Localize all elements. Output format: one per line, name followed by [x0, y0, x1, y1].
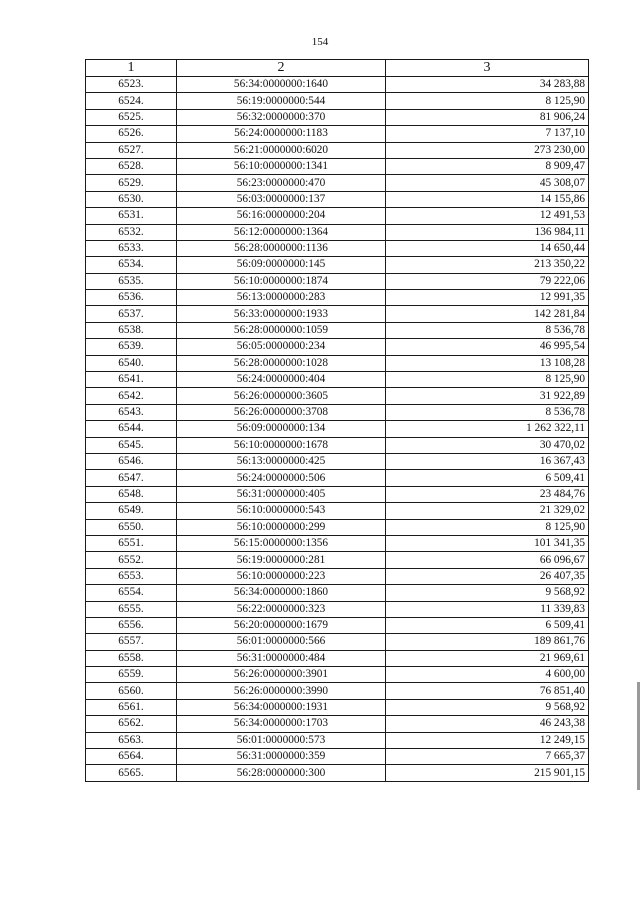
value-cell: 26 407,35 — [386, 568, 589, 584]
cadastral-number-cell: 56:34:0000000:1931 — [177, 699, 386, 715]
value-cell: 101 341,35 — [386, 535, 589, 551]
value-cell: 21 329,02 — [386, 503, 589, 519]
table-row — [86, 290, 589, 306]
row-number-cell: 6538. — [86, 322, 177, 338]
row-number-cell: 6544. — [86, 421, 177, 437]
row-number-cell: 6541. — [86, 372, 177, 388]
cadastral-number-cell: 56:28:0000000:300 — [177, 765, 386, 781]
cadastral-number-cell: 56:13:0000000:425 — [177, 453, 386, 469]
table-row — [86, 306, 589, 322]
table-row — [86, 191, 589, 207]
row-number-cell: 6559. — [86, 667, 177, 683]
table-row — [86, 453, 589, 469]
row-number-cell: 6548. — [86, 486, 177, 502]
table-row — [86, 257, 589, 273]
cadastral-number-cell: 56:24:0000000:404 — [177, 372, 386, 388]
cadastral-number-cell: 56:26:0000000:3605 — [177, 388, 386, 404]
table-header-row — [86, 60, 589, 77]
column-header-3: 3 — [386, 60, 589, 77]
cadastral-number-cell: 56:13:0000000:283 — [177, 290, 386, 306]
row-number-cell: 6536. — [86, 290, 177, 306]
row-number-cell: 6545. — [86, 437, 177, 453]
cadastral-number-cell: 56:24:0000000:506 — [177, 470, 386, 486]
table-row — [86, 388, 589, 404]
value-cell: 8 125,90 — [386, 372, 589, 388]
row-number-cell: 6560. — [86, 683, 177, 699]
table-row — [86, 683, 589, 699]
cadastral-number-cell: 56:34:0000000:1640 — [177, 77, 386, 93]
row-number-cell: 6561. — [86, 699, 177, 715]
value-cell: 136 984,11 — [386, 224, 589, 240]
value-cell: 7 137,10 — [386, 126, 589, 142]
cadastral-number-cell: 56:01:0000000:566 — [177, 634, 386, 650]
cadastral-number-cell: 56:12:0000000:1364 — [177, 224, 386, 240]
cadastral-number-cell: 56:23:0000000:470 — [177, 175, 386, 191]
cadastral-number-cell: 56:20:0000000:1679 — [177, 617, 386, 633]
row-number-cell: 6535. — [86, 273, 177, 289]
table-row — [86, 175, 589, 191]
row-number-cell: 6554. — [86, 585, 177, 601]
table-row — [86, 240, 589, 256]
table-row — [86, 158, 589, 174]
value-cell: 12 991,35 — [386, 290, 589, 306]
table-row — [86, 716, 589, 732]
table-row — [86, 585, 589, 601]
row-number-cell: 6558. — [86, 650, 177, 666]
value-cell: 46 995,54 — [386, 339, 589, 355]
value-cell: 8 536,78 — [386, 322, 589, 338]
cadastral-number-cell: 56:28:0000000:1028 — [177, 355, 386, 371]
value-cell: 12 491,53 — [386, 208, 589, 224]
cadastral-number-cell: 56:10:0000000:1341 — [177, 158, 386, 174]
value-cell: 30 470,02 — [386, 437, 589, 453]
value-cell: 9 568,92 — [386, 699, 589, 715]
value-cell: 8 125,90 — [386, 93, 589, 109]
row-number-cell: 6549. — [86, 503, 177, 519]
cadastral-number-cell: 56:31:0000000:359 — [177, 749, 386, 765]
table-row — [86, 535, 589, 551]
cadastral-number-cell: 56:10:0000000:223 — [177, 568, 386, 584]
value-cell: 81 906,24 — [386, 109, 589, 125]
value-cell: 8 536,78 — [386, 404, 589, 420]
cadastral-number-cell: 56:09:0000000:145 — [177, 257, 386, 273]
table-row — [86, 568, 589, 584]
value-cell: 8 909,47 — [386, 158, 589, 174]
value-cell: 273 230,00 — [386, 142, 589, 158]
cadastral-number-cell: 56:28:0000000:1059 — [177, 322, 386, 338]
value-cell: 6 509,41 — [386, 617, 589, 633]
table-row — [86, 650, 589, 666]
value-cell: 79 222,06 — [386, 273, 589, 289]
table-row — [86, 322, 589, 338]
row-number-cell: 6553. — [86, 568, 177, 584]
table-row — [86, 437, 589, 453]
row-number-cell: 6543. — [86, 404, 177, 420]
table-row — [86, 224, 589, 240]
table-row — [86, 699, 589, 715]
cadastral-number-cell: 56:10:0000000:1678 — [177, 437, 386, 453]
table-row — [86, 77, 589, 93]
row-number-cell: 6527. — [86, 142, 177, 158]
table-row — [86, 503, 589, 519]
value-cell: 23 484,76 — [386, 486, 589, 502]
value-cell: 21 969,61 — [386, 650, 589, 666]
column-header-1: 1 — [86, 60, 177, 77]
column-header-2: 2 — [177, 60, 386, 77]
value-cell: 45 308,07 — [386, 175, 589, 191]
row-number-cell: 6550. — [86, 519, 177, 535]
row-number-cell: 6524. — [86, 93, 177, 109]
cadastral-number-cell: 56:10:0000000:299 — [177, 519, 386, 535]
table-row — [86, 208, 589, 224]
row-number-cell: 6546. — [86, 453, 177, 469]
page-number: 154 — [311, 36, 329, 48]
row-number-cell: 6533. — [86, 240, 177, 256]
table-row — [86, 552, 589, 568]
row-number-cell: 6530. — [86, 191, 177, 207]
row-number-cell: 6562. — [86, 716, 177, 732]
value-cell: 14 155,86 — [386, 191, 589, 207]
row-number-cell: 6525. — [86, 109, 177, 125]
row-number-cell: 6539. — [86, 339, 177, 355]
value-cell: 46 243,38 — [386, 716, 589, 732]
table-row — [86, 617, 589, 633]
cadastral-number-cell: 56:19:0000000:544 — [177, 93, 386, 109]
cadastral-number-cell: 56:33:0000000:1933 — [177, 306, 386, 322]
table-row — [86, 634, 589, 650]
row-number-cell: 6540. — [86, 355, 177, 371]
value-cell: 9 568,92 — [386, 585, 589, 601]
value-cell: 14 650,44 — [386, 240, 589, 256]
row-number-cell: 6534. — [86, 257, 177, 273]
row-number-cell: 6557. — [86, 634, 177, 650]
table-row — [86, 486, 589, 502]
cadastral-number-cell: 56:21:0000000:6020 — [177, 142, 386, 158]
value-cell: 7 665,37 — [386, 749, 589, 765]
table-row — [86, 93, 589, 109]
cadastral-number-cell: 56:03:0000000:137 — [177, 191, 386, 207]
cadastral-number-cell: 56:32:0000000:370 — [177, 109, 386, 125]
cadastral-number-cell: 56:09:0000000:134 — [177, 421, 386, 437]
table-row — [86, 109, 589, 125]
value-cell: 6 509,41 — [386, 470, 589, 486]
table-row — [86, 519, 589, 535]
row-number-cell: 6547. — [86, 470, 177, 486]
table-row — [86, 749, 589, 765]
cadastral-number-cell: 56:05:0000000:234 — [177, 339, 386, 355]
value-cell: 66 096,67 — [386, 552, 589, 568]
cadastral-number-cell: 56:26:0000000:3708 — [177, 404, 386, 420]
cadastral-number-cell: 56:26:0000000:3990 — [177, 683, 386, 699]
row-number-cell: 6528. — [86, 158, 177, 174]
cadastral-number-cell: 56:31:0000000:405 — [177, 486, 386, 502]
table-row — [86, 372, 589, 388]
cadastral-number-cell: 56:19:0000000:281 — [177, 552, 386, 568]
table-row — [86, 601, 589, 617]
value-cell: 4 600,00 — [386, 667, 589, 683]
row-number-cell: 6563. — [86, 732, 177, 748]
cadastral-number-cell: 56:16:0000000:204 — [177, 208, 386, 224]
row-number-cell: 6526. — [86, 126, 177, 142]
table-body — [86, 77, 589, 782]
row-number-cell: 6564. — [86, 749, 177, 765]
value-cell: 76 851,40 — [386, 683, 589, 699]
cadastral-number-cell: 56:34:0000000:1703 — [177, 716, 386, 732]
value-cell: 31 922,89 — [386, 388, 589, 404]
row-number-cell: 6552. — [86, 552, 177, 568]
value-cell: 13 108,28 — [386, 355, 589, 371]
row-number-cell: 6537. — [86, 306, 177, 322]
row-number-cell: 6555. — [86, 601, 177, 617]
table-row — [86, 732, 589, 748]
value-cell: 189 861,76 — [386, 634, 589, 650]
value-cell: 11 339,83 — [386, 601, 589, 617]
row-number-cell: 6523. — [86, 77, 177, 93]
cadastral-number-cell: 56:10:0000000:1874 — [177, 273, 386, 289]
row-number-cell: 6532. — [86, 224, 177, 240]
row-number-cell: 6542. — [86, 388, 177, 404]
row-number-cell: 6551. — [86, 535, 177, 551]
table-row — [86, 765, 589, 781]
table-row — [86, 142, 589, 158]
cadastral-number-cell: 56:31:0000000:484 — [177, 650, 386, 666]
cadastral-number-cell: 56:24:0000000:1183 — [177, 126, 386, 142]
value-cell: 213 350,22 — [386, 257, 589, 273]
value-cell: 1 262 322,11 — [386, 421, 589, 437]
row-number-cell: 6556. — [86, 617, 177, 633]
value-cell: 16 367,43 — [386, 453, 589, 469]
row-number-cell: 6531. — [86, 208, 177, 224]
cadastral-number-cell: 56:34:0000000:1860 — [177, 585, 386, 601]
row-number-cell: 6529. — [86, 175, 177, 191]
cadastral-number-cell: 56:28:0000000:1136 — [177, 240, 386, 256]
cadastral-number-cell: 56:01:0000000:573 — [177, 732, 386, 748]
value-cell: 8 125,90 — [386, 519, 589, 535]
cadastral-number-cell: 56:10:0000000:543 — [177, 503, 386, 519]
cadastral-number-cell: 56:15:0000000:1356 — [177, 535, 386, 551]
value-cell: 215 901,15 — [386, 765, 589, 781]
table-row — [86, 126, 589, 142]
cadastral-number-cell: 56:22:0000000:323 — [177, 601, 386, 617]
value-cell: 142 281,84 — [386, 306, 589, 322]
cadastral-table — [85, 59, 589, 782]
table-row — [86, 404, 589, 420]
cadastral-number-cell: 56:26:0000000:3901 — [177, 667, 386, 683]
table-row — [86, 273, 589, 289]
table-row — [86, 421, 589, 437]
table-row — [86, 470, 589, 486]
value-cell: 12 249,15 — [386, 732, 589, 748]
value-cell: 34 283,88 — [386, 77, 589, 93]
row-number-cell: 6565. — [86, 765, 177, 781]
table-row — [86, 339, 589, 355]
table-row — [86, 667, 589, 683]
table-row — [86, 355, 589, 371]
